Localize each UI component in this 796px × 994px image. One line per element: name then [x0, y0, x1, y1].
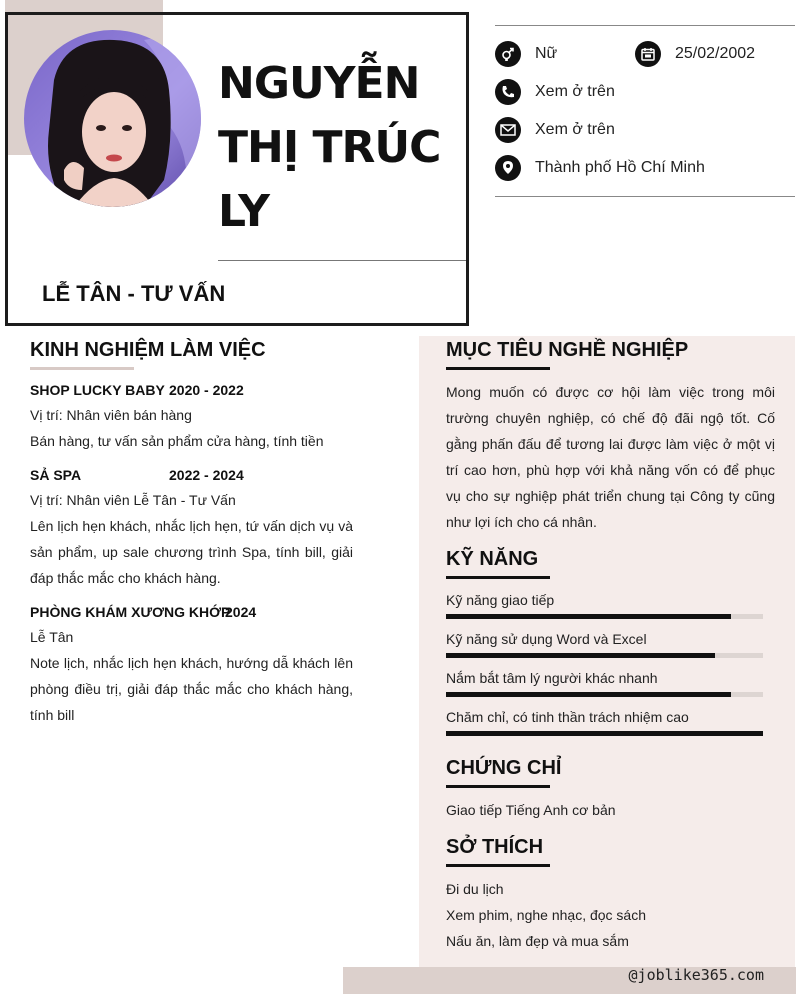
divider — [495, 25, 795, 26]
divider — [495, 196, 795, 197]
section-underline — [446, 785, 550, 788]
gender-value: Nữ — [535, 45, 558, 62]
skill-label: Kỹ năng giao tiếp — [446, 592, 555, 608]
address-value: Thành phố Hồ Chí Minh — [535, 159, 705, 176]
email-icon — [495, 117, 521, 143]
hobby-item: Đi du lịch — [446, 881, 504, 897]
job-years: 2022 - 2024 — [169, 467, 244, 483]
email-value: Xem ở trên — [535, 121, 615, 138]
skills-title: KỸ NĂNG — [446, 548, 539, 570]
calendar-icon — [635, 41, 661, 67]
candidate-name: NGUYỄN THỊ TRÚC LY — [218, 58, 441, 237]
hobby-item: Nấu ăn, làm đẹp và mua sắm — [446, 933, 629, 949]
hobby-item: Xem phim, nghe nhạc, đọc sách — [446, 907, 647, 923]
section-underline — [30, 367, 134, 370]
certificates-title: CHỨNG CHỈ — [446, 757, 562, 779]
job-company: SẢ SPA — [30, 467, 82, 483]
phone-value: Xem ở trên — [535, 83, 615, 100]
objective-title: MỤC TIÊU NGHỀ NGHIỆP — [446, 339, 689, 361]
skill-label: Kỹ năng sử dụng Word và Excel — [446, 631, 647, 647]
skill-bar-fill — [446, 614, 731, 619]
job-title: LỄ TÂN - TƯ VẤN — [42, 281, 226, 306]
divider — [218, 260, 466, 261]
skill-label: Nắm bắt tâm lý người khác nhanh — [446, 670, 658, 686]
section-underline — [446, 864, 550, 867]
job-description: Note lịch, nhắc lịch hẹn khách, hướng dẫ khách lên phòng điều trị, giải đáp thắc mắc cho khách hàng, tính bill — [30, 655, 353, 723]
job-position: Vị trí: Nhân viên bán hàng — [30, 407, 192, 423]
skill-bar-fill — [446, 731, 763, 736]
gender-icon — [495, 41, 521, 67]
hobbies-title: SỞ THÍCH — [446, 836, 544, 858]
job-company: PHÒNG KHÁM XƯƠNG KHỚP — [30, 604, 231, 620]
section-underline — [446, 576, 550, 579]
skill-bar-fill — [446, 692, 731, 697]
job-company: SHOP LUCKY BABY — [30, 382, 165, 398]
job-description: Bán hàng, tư vấn sản phẩm cửa hàng, tính tiền — [30, 433, 324, 449]
job-position: Vị trí: Nhân viên Lễ Tân - Tư Vấn — [30, 492, 236, 508]
skill-bar-fill — [446, 653, 715, 658]
job-position: Lễ Tân — [30, 629, 74, 645]
job-years: 2024 — [225, 604, 257, 620]
job-description: Lên lịch hẹn khách, nhắc lịch hẹn, tứ vấn dịch vụ và sản phẩm, up sale chương trình Spa, tính bill, giải đáp thắc mắc cho khách hàng. — [30, 518, 353, 586]
location-icon — [495, 155, 521, 181]
birthday-value: 25/02/2002 — [675, 45, 756, 62]
skill-bar — [446, 614, 763, 619]
watermark: @joblike365.com — [628, 966, 764, 984]
experience-title: KINH NGHIỆM LÀM VIỆC — [30, 339, 266, 361]
phone-icon — [495, 79, 521, 105]
certificate-item: Giao tiếp Tiếng Anh cơ bản — [446, 802, 616, 818]
skill-label: Chăm chỉ, có tinh thần trách nhiệm cao — [446, 709, 689, 725]
section-underline — [446, 367, 550, 370]
job-years: 2020 - 2022 — [169, 382, 244, 398]
skill-bar — [446, 731, 763, 736]
skill-bar — [446, 653, 763, 658]
skill-bar — [446, 692, 763, 697]
objective-text: Mong muốn có được cơ hội làm việc trong môi trường chuyên nghiệp, có chế độ đãi ngộ tốt. Cố gằng phấn đấu để tương lai được làm việc ở một vị trí cao hơn, phù hợp với khả năng vốn có để phục vụ cho sự nghiệp phát triển chung tại Công ty cũng như lợi ích cho cá nhân. — [446, 384, 775, 530]
